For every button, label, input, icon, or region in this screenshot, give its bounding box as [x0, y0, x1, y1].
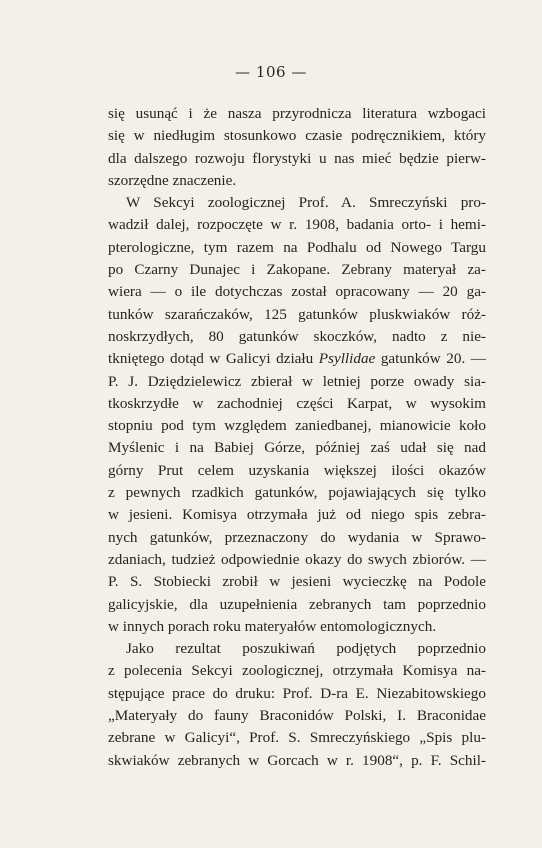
text-line	[108, 594, 486, 616]
text-line	[108, 482, 486, 504]
text-line	[108, 393, 486, 415]
text-line	[108, 148, 486, 170]
text-line-content: tkoskrzydłe w zachodniej części Karpat, w wysokim	[108, 394, 486, 412]
text-line	[108, 192, 486, 214]
text-line	[108, 460, 486, 482]
text-line-content: zdaniach, tudzież odpowiednie okazy do swych zbiorów. —	[108, 550, 486, 568]
italic-taxon: Psyllidae	[318, 350, 376, 368]
text-line-content: zebrane w Galicyi“, Prof. S. Smreczyńskiego „Spis plu-	[108, 729, 486, 747]
page-number: — 106 —	[235, 63, 307, 81]
text-line-content: P. S. Stobiecki zrobił w jesieni wycieczkę na Podole	[108, 573, 486, 591]
text-line	[108, 527, 486, 549]
text-line	[108, 616, 486, 638]
text-line-content: szorzędne znaczenie.	[108, 171, 237, 189]
text-line-content: w innych porach roku materyałów entomologicznych.	[108, 617, 437, 635]
text-line	[108, 683, 486, 705]
text-line-content: wadził dalej, rozpoczęte w r. 1908, badania orto- i hemi-	[108, 216, 486, 234]
text-line	[108, 437, 486, 459]
text-line-content: z pewnych rzadkich gatunków, pojawiających się tylko	[108, 484, 486, 502]
text-line	[108, 125, 486, 147]
text-line	[108, 705, 486, 727]
text-line-content: dla dalszego rozwoju florystyki u nas mieć będzie pierw-	[108, 149, 486, 167]
text-line-content: pterologiczne, tym razem na Podhalu od Nowego Targu	[108, 238, 486, 256]
text-line-tail: gatunków 20. —	[375, 350, 486, 368]
text-line-content: się usunąć i że nasza przyrodnicza literatura wzbogaci	[108, 105, 486, 122]
text-line-content: „Materyały do fauny Braconidów Polski, I. Braconidae	[108, 707, 486, 725]
text-line-content: po Czarny Dunajec i Zakopane. Zebrany materyał za-	[108, 261, 486, 279]
text-line	[108, 237, 486, 259]
text-line-content: Jako rezultat poszukiwań podjętych poprzednio	[126, 640, 486, 658]
text-line	[108, 504, 486, 526]
text-line-content: P. J. Dziędzielewicz zbierał w letniej porze owady sia-	[108, 372, 486, 390]
text-line-content: górny Prut celem uzyskania większej ilości okazów	[108, 461, 486, 479]
text-line	[108, 571, 486, 593]
text-line-content: tunków szarańczaków, 125 gatunków pluskwiaków róż-	[108, 305, 486, 323]
text-line	[108, 660, 486, 682]
text-line-content: galicyjskie, dla uzupełnienia zebranych tam poprzednio	[108, 595, 486, 613]
text-line	[108, 326, 486, 348]
text-line	[108, 750, 486, 772]
text-line-content: tkniętego dotąd w Galicyi działu	[108, 350, 314, 368]
text-line	[108, 103, 486, 125]
text-line-content: nych gatunków, przeznaczony do wydania w Sprawo-	[108, 528, 486, 546]
text-line-content: noskrzydłych, 80 gatunków skoczków, nadto z nie-	[108, 327, 486, 345]
text-line-content: skwiaków zebranych w Gorcach w r. 1908“, p. F. Schil-	[108, 751, 486, 769]
text-line	[108, 170, 486, 192]
text-line-content: stopniu pod tym względem zaniedbanej, mianowicie koło	[108, 417, 486, 435]
text-line	[108, 727, 486, 749]
text-line	[108, 304, 486, 326]
text-line	[108, 638, 486, 660]
text-line-content: wiera — o ile dotychczas został opracowany — 20 ga-	[108, 283, 486, 301]
text-line-content: z polecenia Sekcyi zoologicznej, otrzymała Komisya na-	[108, 662, 486, 680]
text-line	[108, 348, 486, 370]
text-line-content: w jesieni. Komisya otrzymała już od niego spis zebra-	[108, 506, 486, 524]
text-line-content: Myślenic i na Babiej Górze, później zaś udał się nad	[108, 439, 486, 457]
text-line	[108, 415, 486, 437]
text-line-content: stępujące prace do druku: Prof. D-ra E. Niezabitowskiego	[108, 684, 486, 702]
body-text	[108, 103, 486, 772]
text-line	[108, 259, 486, 281]
text-line-content: się w niedługim stosunkowo czasie podręcznikiem, który	[108, 127, 486, 145]
text-line-content: W Sekcyi zoologicznej Prof. A. Smreczyński pro-	[126, 194, 486, 212]
text-line	[108, 281, 486, 303]
text-line	[108, 371, 486, 393]
text-line	[108, 214, 486, 236]
text-line	[108, 549, 486, 571]
